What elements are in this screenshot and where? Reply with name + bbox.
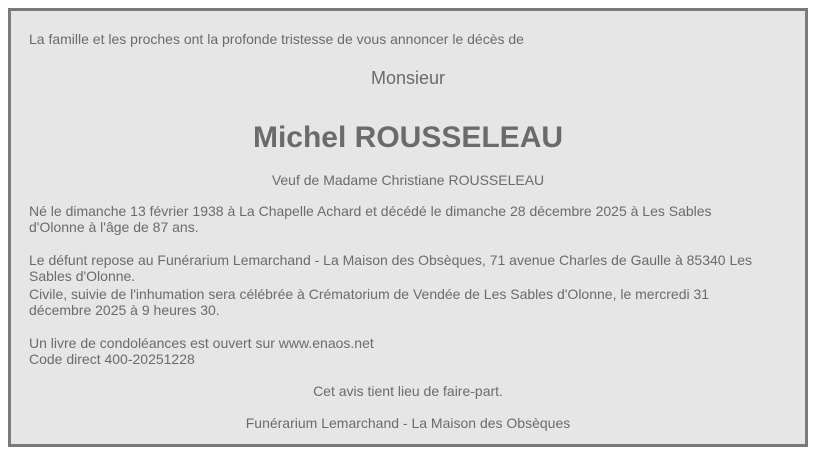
condolence-text: Un livre de condoléances est ouvert sur www.enaos.net: [29, 335, 374, 351]
repose-text: Le défunt repose au Funérarium Lemarchand - La Maison des Obsèques, 71 avenue Charles de Gaulle à 85340 Les Sables d'Olonne.: [29, 252, 753, 284]
obituary-notice: [8, 8, 808, 447]
honorific: Monsieur: [370, 68, 446, 88]
spouse-line: Veuf de Madame Christiane ROUSSELEAU: [271, 172, 545, 188]
funeral-home-name: Funérarium Lemarchand - La Maison des Obsèques: [245, 415, 571, 431]
faire-part-text: Cet avis tient lieu de faire-part.: [313, 383, 503, 399]
ceremony-text: Civile, suivie de l'inhumation sera célébrée à Crématorium de Vendée de Les Sables d'Olonne, le mercredi 31 décembre 2025 à 9 heures 30.: [29, 286, 710, 318]
intro-text: La famille et les proches ont la profonde tristesse de vous annoncer le décès de: [29, 31, 524, 47]
deceased-name: Michel ROUSSELEAU: [252, 121, 564, 154]
birth-death-text: Né le dimanche 13 février 1938 à La Chapelle Achard et décédé le dimanche 28 décembre 2025 à Les Sables d'Olonne à l'âge de 87 ans.: [29, 203, 712, 235]
direct-code: Code direct 400-20251228: [29, 351, 195, 367]
